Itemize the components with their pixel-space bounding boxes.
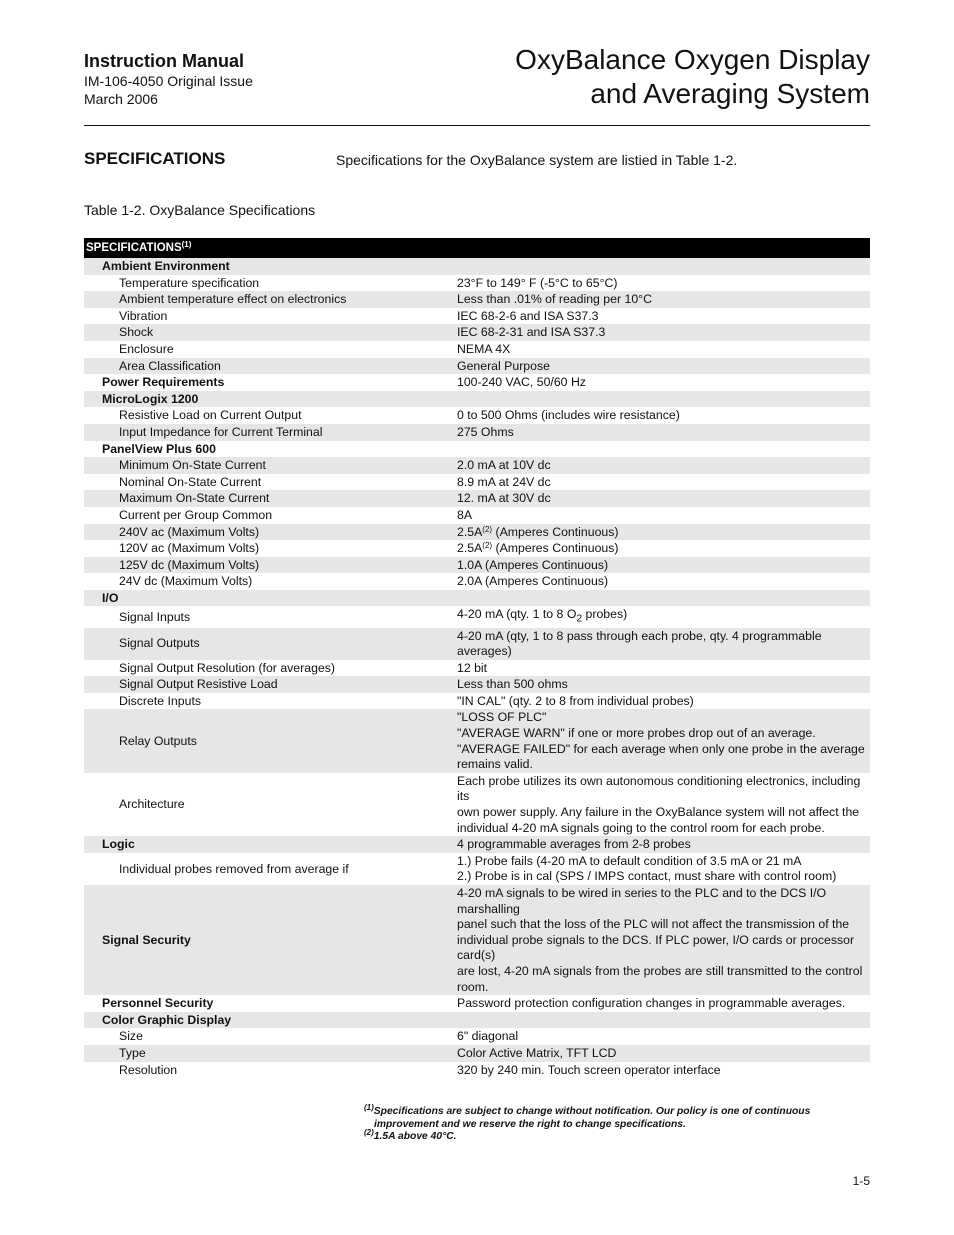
spec-value <box>457 773 870 836</box>
spec-item-label: Resolution <box>119 1062 178 1077</box>
table-row <box>84 490 870 507</box>
spec-value <box>457 374 870 391</box>
table-row <box>84 324 870 341</box>
spec-group-label: MicroLogix 1200 <box>84 391 457 408</box>
spec-item-label: Signal Output Resistive Load <box>84 676 457 693</box>
table-row <box>84 660 870 677</box>
table-row <box>84 540 870 557</box>
spec-value <box>457 1062 870 1079</box>
spec-value-text: 320 by 240 min. Touch screen operator interface <box>457 1062 721 1077</box>
spec-value-text: Less than 500 ohms <box>457 677 568 692</box>
spec-value <box>457 1028 870 1045</box>
spec-value-text: 2.0A (Amperes Continuous) <box>457 574 609 589</box>
spec-item-label: Ambient temperature effect on electronics <box>84 291 457 308</box>
table-body <box>84 258 870 1078</box>
table-row <box>84 507 870 524</box>
table-row <box>84 391 870 408</box>
table-row <box>84 308 870 325</box>
table-row <box>84 836 870 853</box>
document-title <box>515 43 870 111</box>
spec-value <box>457 474 870 491</box>
table-row <box>84 258 870 275</box>
spec-value-footnote-mark: (2) <box>482 541 493 551</box>
spec-group-label: PanelView Plus 600 <box>102 441 216 456</box>
spec-group-label: Logic <box>84 836 457 853</box>
spec-value-suffix: (Amperes Continuous) <box>492 541 619 556</box>
spec-group-label: Power Requirements <box>102 375 225 390</box>
spec-value-line: Each probe utilizes its own autonomous conditioning electronics, including its <box>457 773 861 804</box>
spec-value <box>457 258 870 275</box>
title-line-2: and Averaging System <box>590 78 870 109</box>
spec-item-label: Architecture <box>119 797 185 812</box>
table-row <box>84 1062 870 1079</box>
spec-value <box>457 709 870 772</box>
table-header-row <box>84 238 870 258</box>
spec-value <box>457 407 870 424</box>
spec-value <box>457 540 870 557</box>
spec-group-label: Signal Security <box>84 885 457 995</box>
table-row <box>84 628 870 660</box>
spec-value-text: General Purpose <box>457 358 550 373</box>
spec-value <box>457 995 870 1012</box>
spec-item-label: Signal Outputs <box>84 628 457 660</box>
table-caption: Table 1-2. OxyBalance Specifications <box>84 202 316 218</box>
spec-group-label: Color Graphic Display <box>84 1012 457 1029</box>
spec-value-text: IEC 68-2-31 and ISA S37.3 <box>457 325 606 340</box>
table-header-label: SPECIFICATIONS <box>86 242 182 254</box>
spec-value <box>457 590 870 607</box>
table-row <box>84 590 870 607</box>
spec-item-label: Type <box>84 1045 457 1062</box>
table-row <box>84 474 870 491</box>
specifications-table <box>84 238 870 1078</box>
doc-id: IM-106-4050 Original Issue <box>84 73 253 89</box>
spec-value <box>457 853 870 885</box>
spec-value-line: 4-20 mA signals to be wired in series to the PLC and to the DCS I/O marshalling <box>457 886 827 916</box>
table-row <box>84 853 870 885</box>
table-row <box>84 341 870 358</box>
title-line-1: OxyBalance Oxygen Display <box>515 44 870 75</box>
spec-group-label: Ambient Environment <box>84 258 457 275</box>
spec-value-text: 12. mA at 30V dc <box>457 491 551 506</box>
spec-value-text: 23°F to 149° F (-5°C to 65°C) <box>457 275 618 290</box>
spec-item-label: 24V dc (Maximum Volts) <box>119 574 253 589</box>
table-row <box>84 573 870 590</box>
spec-value-text: 2.5A <box>457 524 483 539</box>
spec-value-footnote-mark: (2) <box>482 524 493 534</box>
spec-value-text: 8A <box>457 507 473 522</box>
spec-value-text: 2.5A <box>457 541 483 556</box>
footnote-2 <box>364 1128 864 1144</box>
spec-item-label: 120V ac (Maximum Volts) <box>119 541 260 556</box>
spec-value <box>457 391 870 408</box>
spec-value-line: remains valid. <box>457 757 533 772</box>
spec-value-line: 1.) Probe fails (4-20 mA to default condition of 3.5 mA or 21 mA <box>457 853 802 868</box>
table-row <box>84 606 870 627</box>
spec-item-label: Signal Output Resolution (for averages) <box>119 660 335 675</box>
spec-item-label: Enclosure <box>119 341 174 356</box>
spec-item-label: Vibration <box>119 308 168 323</box>
spec-item-label: Temperature specification <box>119 275 260 290</box>
spec-value <box>457 490 870 507</box>
spec-value-text: 100-240 VAC, 50/60 Hz <box>457 375 586 390</box>
spec-item-label: Discrete Inputs <box>119 693 202 708</box>
spec-value-text: 1.0A (Amperes Continuous) <box>457 557 609 572</box>
spec-value <box>457 275 870 292</box>
spec-value-line: are lost, 4-20 mA signals from the probes are still transmitted to the control room. <box>457 963 863 994</box>
spec-item-label: Resistive Load on Current Output <box>119 408 302 423</box>
spec-value-text: IEC 68-2-6 and ISA S37.3 <box>457 308 599 323</box>
section-title: SPECIFICATIONS <box>84 149 226 168</box>
spec-item-label: Relay Outputs <box>84 709 457 772</box>
spec-value <box>457 885 870 995</box>
table-row <box>84 709 870 772</box>
spec-value-text: NEMA 4X <box>457 341 511 356</box>
table-row <box>84 524 870 541</box>
spec-value-text: 12 bit <box>457 660 488 675</box>
spec-value-text: 4-20 mA (qty. 1 to 8 O <box>457 607 577 622</box>
spec-value-line: 2.) Probe is in cal (SPS / IMPS contact, must share with control room) <box>457 869 837 884</box>
footnote-1-line-1: Specifications are subject to change without notification. Our policy is one of continuous <box>373 1106 811 1117</box>
spec-value-line: "LOSS OF PLC" <box>457 710 547 725</box>
spec-value <box>457 660 870 677</box>
spec-value <box>457 557 870 574</box>
spec-value <box>457 341 870 358</box>
spec-group-label: I/O <box>84 590 457 607</box>
spec-value-text: 6" diagonal <box>457 1029 519 1044</box>
spec-value <box>457 308 870 325</box>
table-row <box>84 374 870 391</box>
spec-value <box>457 324 870 341</box>
spec-value <box>457 606 870 627</box>
spec-value <box>457 507 870 524</box>
table-row <box>84 441 870 458</box>
spec-value-text: Password protection configuration changes in programmable averages. <box>457 996 846 1011</box>
spec-item-label: Nominal On-State Current <box>119 474 262 489</box>
spec-value-line: panel such that the loss of the PLC will not affect the transmission of the <box>457 917 850 932</box>
spec-value <box>457 358 870 375</box>
table-row <box>84 358 870 375</box>
table-row <box>84 693 870 710</box>
spec-item-label: Shock <box>84 324 457 341</box>
table-row <box>84 1012 870 1029</box>
spec-value-line: "AVERAGE WARN" if one or more probes drop out of an average. <box>457 726 816 741</box>
manual-label: Instruction Manual <box>84 51 245 71</box>
spec-value-text: Less than .01% of reading per 10°C <box>457 292 652 307</box>
spec-item-label: Current per Group Common <box>119 507 273 522</box>
table-header-footnote-mark: (1) <box>181 240 192 249</box>
spec-item-label: Input Impedance for Current Terminal <box>84 424 457 441</box>
spec-value-subscript: 2 <box>576 613 583 625</box>
spec-item-label: 125V dc (Maximum Volts) <box>84 557 457 574</box>
spec-value-text: 4-20 mA (qty, 1 to 8 pass through each probe, qty. 4 programmable averages) <box>457 628 822 659</box>
spec-value <box>457 1012 870 1029</box>
spec-item-label: Size <box>119 1029 143 1044</box>
spec-item-label: Minimum On-State Current <box>84 457 457 474</box>
page-number: 1-5 <box>852 1174 870 1188</box>
header-left <box>84 50 253 108</box>
spec-value-text: 275 Ohms <box>457 424 514 439</box>
footnote-1-mark: (1) <box>364 1103 374 1112</box>
footnotes <box>364 1103 864 1144</box>
spec-value <box>457 441 870 458</box>
table-row <box>84 457 870 474</box>
spec-value-line: individual probe signals to the DCS. If PLC power, I/O cards or processor card(s) <box>457 932 855 963</box>
spec-value <box>457 693 870 710</box>
spec-value <box>457 524 870 541</box>
spec-value <box>457 573 870 590</box>
table-row <box>84 557 870 574</box>
spec-value <box>457 676 870 693</box>
spec-value <box>457 424 870 441</box>
table-row <box>84 995 870 1012</box>
table-row <box>84 773 870 836</box>
spec-value <box>457 1045 870 1062</box>
table-row <box>84 1028 870 1045</box>
spec-value-text: 4 programmable averages from 2-8 probes <box>457 837 691 852</box>
footnote-2-text: 1.5A above 40°C. <box>373 1131 457 1142</box>
spec-value-text: 2.0 mA at 10V dc <box>457 458 551 473</box>
spec-item-label: Signal Inputs <box>119 609 191 624</box>
table-row <box>84 885 870 995</box>
spec-value <box>457 457 870 474</box>
spec-value-line: individual 4-20 mA signals going to the control room for each probe. <box>457 820 825 835</box>
spec-value-suffix: (Amperes Continuous) <box>492 524 619 539</box>
table-row <box>84 291 870 308</box>
spec-value-line: "AVERAGE FAILED" for each average when only one probe in the average <box>457 741 865 756</box>
doc-date: March 2006 <box>84 91 158 107</box>
footnote-1 <box>364 1103 864 1119</box>
spec-value <box>457 836 870 853</box>
table-row <box>84 407 870 424</box>
section-intro: Specifications for the OxyBalance system are listied in Table 1-2. <box>336 152 738 168</box>
spec-value-line: own power supply. Any failure in the OxyBalance system will not affect the <box>457 805 860 820</box>
spec-value-suffix: probes) <box>582 607 628 622</box>
spec-item-label: Area Classification <box>84 358 457 375</box>
table-header-cell <box>84 238 870 258</box>
spec-item-label: Individual probes removed from average if <box>119 861 349 876</box>
spec-value-text: 8.9 mA at 24V dc <box>457 474 551 489</box>
table-row <box>84 1045 870 1062</box>
footnote-1-line-2: improvement and we reserve the right to change specifications. <box>374 1118 686 1130</box>
spec-value-text: 0 to 500 Ohms (includes wire resistance) <box>457 408 680 423</box>
table-row <box>84 275 870 292</box>
table-row <box>84 424 870 441</box>
table-row <box>84 676 870 693</box>
spec-value <box>457 291 870 308</box>
spec-group-label: Personnel Security <box>102 996 214 1011</box>
spec-item-label: Maximum On-State Current <box>84 490 457 507</box>
spec-value-text: Color Active Matrix, TFT LCD <box>457 1045 617 1060</box>
spec-value <box>457 628 870 660</box>
footnote-2-mark: (2) <box>364 1128 374 1137</box>
spec-item-label: 240V ac (Maximum Volts) <box>84 524 457 541</box>
header-divider <box>84 125 870 126</box>
spec-value-text: "IN CAL" (qty. 2 to 8 from individual probes) <box>457 693 694 708</box>
